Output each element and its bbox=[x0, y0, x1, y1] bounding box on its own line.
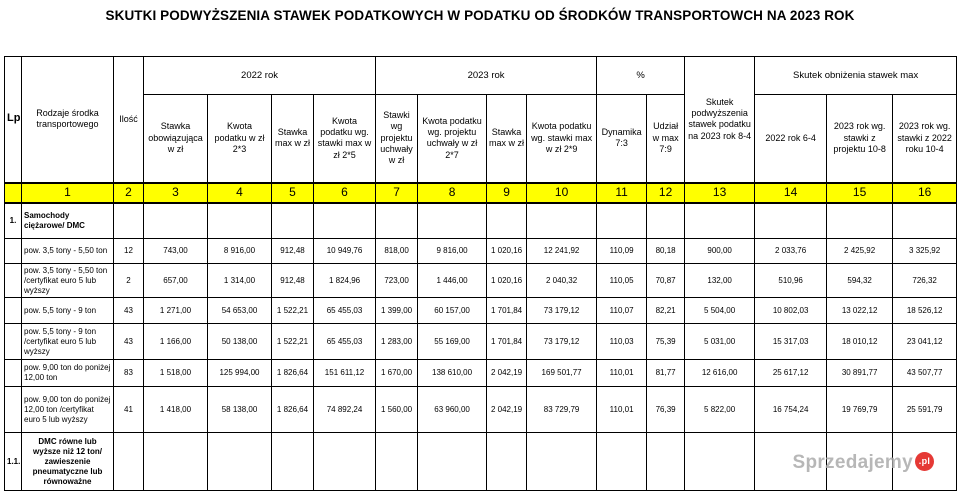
section-label: Samochody ciężarowe/ DMC bbox=[22, 203, 114, 239]
cell: 2 425,92 bbox=[827, 239, 893, 264]
cell: 1 399,00 bbox=[376, 298, 418, 324]
cell: 82,21 bbox=[647, 298, 685, 324]
cell: 132,00 bbox=[685, 264, 755, 298]
cell: 723,00 bbox=[376, 264, 418, 298]
header-c6: Kwota podatku wg. stawki max w zł 2*5 bbox=[314, 95, 376, 183]
cell: 81,77 bbox=[647, 360, 685, 387]
cell: 43 507,77 bbox=[893, 360, 957, 387]
cell: 726,32 bbox=[893, 264, 957, 298]
row-qty: 12 bbox=[114, 239, 144, 264]
page-title: SKUTKI PODWYŻSZENIA STAWEK PODATKOWYCH W PODATKU OD ŚRODKÓW TRANSPORTOWCH NA 2023 ROK bbox=[105, 8, 855, 23]
cell: 1 670,00 bbox=[376, 360, 418, 387]
cell: 743,00 bbox=[144, 239, 208, 264]
cell: 110,03 bbox=[597, 324, 647, 360]
cell: 1 418,00 bbox=[144, 387, 208, 433]
cell: 83 729,79 bbox=[527, 387, 597, 433]
cell: 23 041,12 bbox=[893, 324, 957, 360]
cell: 2 042,19 bbox=[487, 360, 527, 387]
cell: 60 157,00 bbox=[418, 298, 487, 324]
row-qty: 41 bbox=[114, 387, 144, 433]
cell: 900,00 bbox=[685, 239, 755, 264]
header-c12: Udział w max 7:9 bbox=[647, 95, 685, 183]
cell: 1 701,84 bbox=[487, 324, 527, 360]
cell: 1 446,00 bbox=[418, 264, 487, 298]
cell: 110,01 bbox=[597, 360, 647, 387]
header-ilosc: Ilość bbox=[114, 57, 144, 183]
header-group-obnizenia: Skutek obniżenia stawek max bbox=[755, 57, 957, 95]
cell: 76,39 bbox=[647, 387, 685, 433]
row-name: pow. 5,5 tony - 9 ton bbox=[22, 298, 114, 324]
column-number: 5 bbox=[272, 183, 314, 203]
table-row bbox=[5, 264, 957, 298]
header-c8: Kwota podatku wg. projektu uchwały w zł 2*7 bbox=[418, 95, 487, 183]
cell: 25 591,79 bbox=[893, 387, 957, 433]
section-row bbox=[5, 203, 957, 239]
cell: 151 611,12 bbox=[314, 360, 376, 387]
section-label: DMC równe lub wyższe niż 12 ton/ zawieszenie pneumatyczne lub równoważne bbox=[22, 433, 114, 491]
cell: 125 994,00 bbox=[208, 360, 272, 387]
cell: 110,05 bbox=[597, 264, 647, 298]
column-number: 9 bbox=[487, 183, 527, 203]
header-c14: 2022 rok 6-4 bbox=[755, 95, 827, 183]
row-qty: 83 bbox=[114, 360, 144, 387]
header-group-2023: 2023 rok bbox=[376, 57, 597, 95]
cell: 1 314,00 bbox=[208, 264, 272, 298]
column-number-row bbox=[5, 183, 957, 203]
cell: 1 701,84 bbox=[487, 298, 527, 324]
cell: 912,48 bbox=[272, 264, 314, 298]
header-rodzaje: Rodzaje środka transportowego bbox=[22, 57, 114, 183]
header-c5: Stawka max w zł bbox=[272, 95, 314, 183]
cell: 1 020,16 bbox=[487, 239, 527, 264]
cell: 65 455,03 bbox=[314, 324, 376, 360]
cell: 1 824,96 bbox=[314, 264, 376, 298]
column-number: 11 bbox=[597, 183, 647, 203]
cell: 1 166,00 bbox=[144, 324, 208, 360]
column-number: 12 bbox=[647, 183, 685, 203]
cell: 657,00 bbox=[144, 264, 208, 298]
column-number: 14 bbox=[755, 183, 827, 203]
cell: 19 769,79 bbox=[827, 387, 893, 433]
cell: 1 271,00 bbox=[144, 298, 208, 324]
row-name: pow. 3,5 tony - 5,50 ton bbox=[22, 239, 114, 264]
header-c3: Stawka obowiązująca w zł bbox=[144, 95, 208, 183]
column-number: 6 bbox=[314, 183, 376, 203]
cell: 80,18 bbox=[647, 239, 685, 264]
table-row bbox=[5, 298, 957, 324]
header-group-pct: % bbox=[597, 57, 685, 95]
cell: 5 504,00 bbox=[685, 298, 755, 324]
column-number: 2 bbox=[114, 183, 144, 203]
watermark-logo-icon: .pl bbox=[915, 452, 934, 471]
cell: 50 138,00 bbox=[208, 324, 272, 360]
cell: 110,09 bbox=[597, 239, 647, 264]
header-c4: Kwota podatku w zł 2*3 bbox=[208, 95, 272, 183]
watermark bbox=[792, 452, 934, 474]
column-number: 4 bbox=[208, 183, 272, 203]
cell: 169 501,77 bbox=[527, 360, 597, 387]
header-c7: Stawki wg projektu uchwały w zł bbox=[376, 95, 418, 183]
row-name: pow. 5,5 tony - 9 ton /certyfikat euro 5 lub wyższy bbox=[22, 324, 114, 360]
cell: 5 822,00 bbox=[685, 387, 755, 433]
header-c15: 2023 rok wg. stawki z projektu 10-8 bbox=[827, 95, 893, 183]
header-lp: Lp bbox=[5, 57, 22, 183]
row-qty: 43 bbox=[114, 298, 144, 324]
cell: 12 616,00 bbox=[685, 360, 755, 387]
cell: 30 891,77 bbox=[827, 360, 893, 387]
section-lp: 1. bbox=[5, 203, 22, 239]
cell: 73 179,12 bbox=[527, 324, 597, 360]
cell: 1 283,00 bbox=[376, 324, 418, 360]
row-name: pow. 9,00 ton do poniżej 12,00 ton /certyfikat euro 5 lub wyższy bbox=[22, 387, 114, 433]
cell: 58 138,00 bbox=[208, 387, 272, 433]
cell: 8 916,00 bbox=[208, 239, 272, 264]
column-number: 10 bbox=[527, 183, 597, 203]
header-c16: 2023 rok wg. stawki z 2022 roku 10-4 bbox=[893, 95, 957, 183]
column-number bbox=[5, 183, 22, 203]
cell: 70,87 bbox=[647, 264, 685, 298]
header-c9: Stawka max w zł bbox=[487, 95, 527, 183]
cell: 110,07 bbox=[597, 298, 647, 324]
section-lp: 1.1. bbox=[5, 433, 22, 491]
cell: 2 042,19 bbox=[487, 387, 527, 433]
header-skutek-podwyzszenia: Skutek podwyższenia stawek podatku na 2023 rok 8-4 bbox=[685, 57, 755, 183]
cell: 5 031,00 bbox=[685, 324, 755, 360]
header-c10: Kwota podatku wg. stawki max w zł 2*9 bbox=[527, 95, 597, 183]
cell: 74 892,24 bbox=[314, 387, 376, 433]
cell: 110,01 bbox=[597, 387, 647, 433]
cell: 18 526,12 bbox=[893, 298, 957, 324]
cell: 2 040,32 bbox=[527, 264, 597, 298]
cell: 16 754,24 bbox=[755, 387, 827, 433]
cell: 12 241,92 bbox=[527, 239, 597, 264]
cell: 18 010,12 bbox=[827, 324, 893, 360]
cell: 54 653,00 bbox=[208, 298, 272, 324]
column-number: 13 bbox=[685, 183, 755, 203]
column-number: 16 bbox=[893, 183, 957, 203]
row-qty: 43 bbox=[114, 324, 144, 360]
cell: 2 033,76 bbox=[755, 239, 827, 264]
cell: 65 455,03 bbox=[314, 298, 376, 324]
cell: 912,48 bbox=[272, 239, 314, 264]
header-c11: Dynamika 7:3 bbox=[597, 95, 647, 183]
cell: 1 560,00 bbox=[376, 387, 418, 433]
cell: 15 317,03 bbox=[755, 324, 827, 360]
cell: 63 960,00 bbox=[418, 387, 487, 433]
cell: 1 826,64 bbox=[272, 387, 314, 433]
cell: 1 522,21 bbox=[272, 298, 314, 324]
cell: 510,96 bbox=[755, 264, 827, 298]
cell: 10 949,76 bbox=[314, 239, 376, 264]
cell: 13 022,12 bbox=[827, 298, 893, 324]
header-group-2022: 2022 rok bbox=[144, 57, 376, 95]
cell: 138 610,00 bbox=[418, 360, 487, 387]
column-number: 7 bbox=[376, 183, 418, 203]
cell: 73 179,12 bbox=[527, 298, 597, 324]
column-number: 8 bbox=[418, 183, 487, 203]
cell: 3 325,92 bbox=[893, 239, 957, 264]
cell: 1 522,21 bbox=[272, 324, 314, 360]
cell: 10 802,03 bbox=[755, 298, 827, 324]
cell: 55 169,00 bbox=[418, 324, 487, 360]
cell: 1 826,64 bbox=[272, 360, 314, 387]
column-number: 1 bbox=[22, 183, 114, 203]
table-row bbox=[5, 387, 957, 433]
cell: 818,00 bbox=[376, 239, 418, 264]
cell: 75,39 bbox=[647, 324, 685, 360]
tax-table bbox=[4, 56, 957, 491]
cell: 594,32 bbox=[827, 264, 893, 298]
cell: 1 020,16 bbox=[487, 264, 527, 298]
cell: 9 816,00 bbox=[418, 239, 487, 264]
column-number: 15 bbox=[827, 183, 893, 203]
row-qty: 2 bbox=[114, 264, 144, 298]
watermark-text: Sprzedajemy bbox=[792, 452, 913, 473]
table-row bbox=[5, 360, 957, 387]
column-number: 3 bbox=[144, 183, 208, 203]
row-name: pow. 3,5 tony - 5,50 ton /certyfikat euro 5 lub wyższy bbox=[22, 264, 114, 298]
cell: 1 518,00 bbox=[144, 360, 208, 387]
row-name: pow. 9,00 ton do poniżej 12,00 ton bbox=[22, 360, 114, 387]
table-row bbox=[5, 324, 957, 360]
table-row bbox=[5, 239, 957, 264]
cell: 25 617,12 bbox=[755, 360, 827, 387]
